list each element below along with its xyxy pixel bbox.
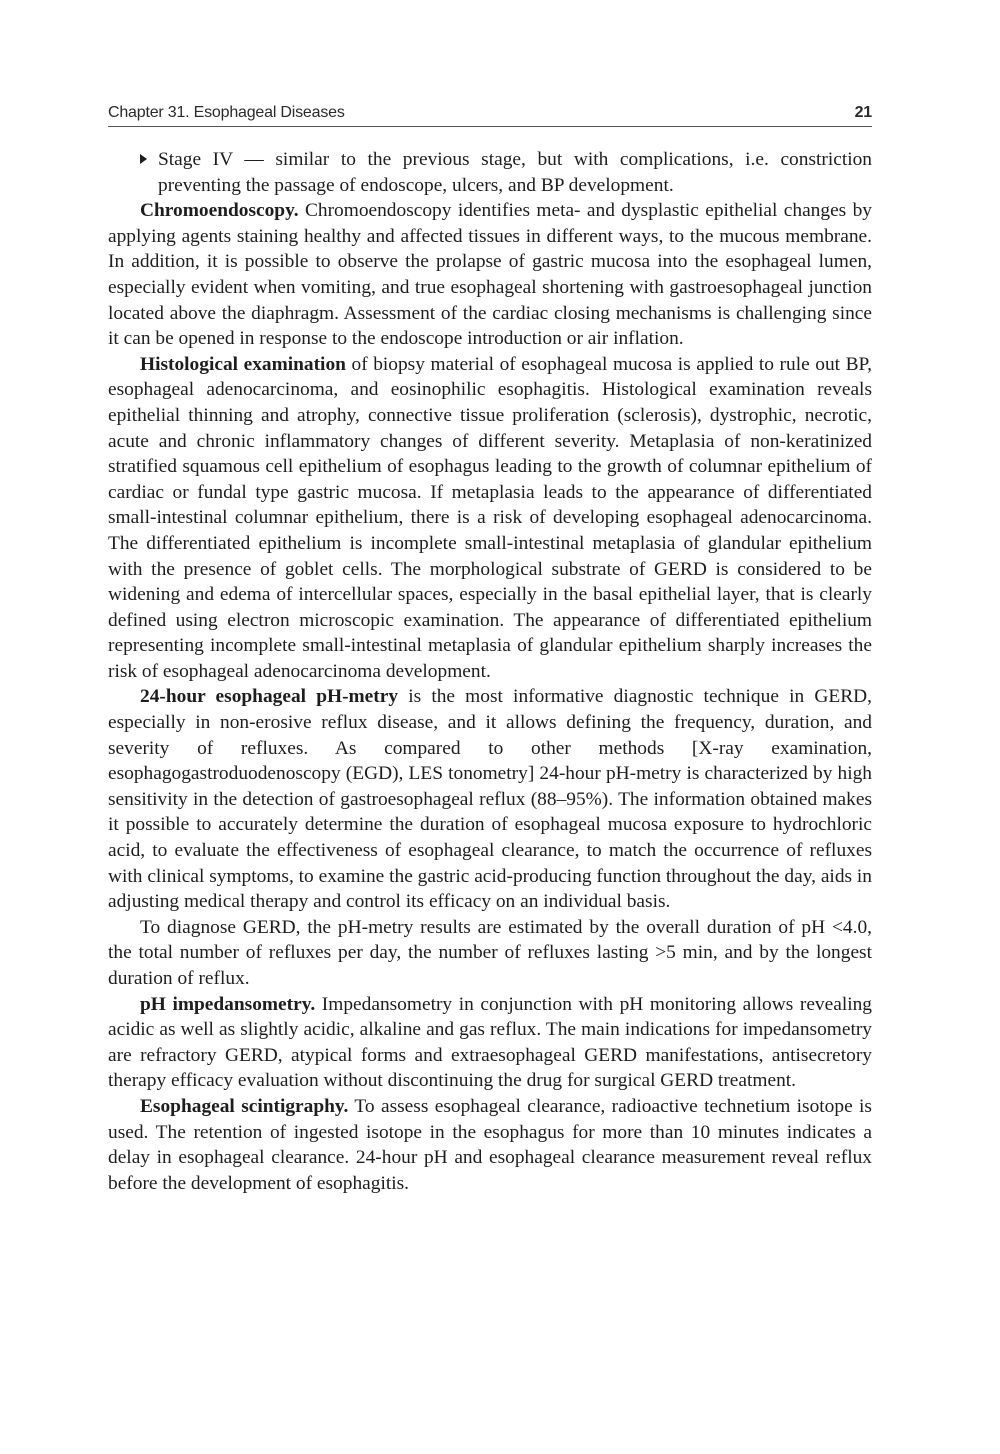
document-page	[108, 104, 872, 1196]
paragraph-lead: 24-hour esophageal pH-metry	[140, 686, 399, 708]
chapter-title: Chapter 31. Esophageal Diseases	[108, 104, 345, 121]
paragraph-text: To diagnose GERD, the pH-metry results are estimated by the overall duration of pH <4.0, the total number of refluxes per day, the number of refluxes lasting >5 min, and by the longest duration of reflux.	[108, 916, 872, 989]
running-header	[108, 104, 872, 127]
paragraph-text: Chromoendoscopy identifies meta- and dysplastic epithelial changes by applying agents staining healthy and affected tissues in different ways, to the mucous membrane. In addition, it is possible to observe the prolapse of gastric mucosa into the esophageal lumen, especially evident when vomiting, and true esophageal shortening with gastroesophageal junction located above the diaphragm. Assessment of the cardiac closing mechanisms is challenging since it can be opened in response to the endoscope introduction or air inflation.	[108, 200, 872, 350]
paragraph-text: Impedansometry in conjunction with pH monitoring allows revealing acidic as well as slightly acidic, alkaline and gas reflux. The main indications for impedansometry are refractory GERD, atypical forms and extraesophageal GERD manifestations, antisecretory therapy efficacy evaluation without discontinuing the drug for surgical GERD treatment.	[108, 993, 872, 1092]
paragraph-text: is the most informative diagnostic technique in GERD, especially in non-erosive reflux disease, and it allows defining the frequency, duration, and severity of refluxes. As compared to other methods [X-ray examination, esophagogastroduodenoscopy (EGD), LES tonometry] 24-hour pH-metry is characterized by high sensitivity in the detection of gastroesophageal reflux (88–95%). The information obtained makes it possible to accurately determine the duration of esophageal mucosa exposure to hydrochloric acid, to evaluate the effectiveness of esophageal clearance, to match the occurrence of refluxes with clinical symptoms, to examine the gastric acid-producing function throughout the day, aids in adjusting medical therapy and control its efficacy on an individual basis.	[108, 686, 872, 913]
paragraph-text: of biopsy material of esophageal mucosa is applied to rule out BP, esophageal adenocarcinoma, and eosinophilic esophagitis. Histological examination reveals epithelial thinning and atrophy, connective tissue proliferation (sclerosis), dystrophic, necrotic, acute and chronic inflammatory changes of different severity. Metaplasia of non-keratinized stratified squamous cell epithelium of esophagus leading to the growth of columnar epithelium of cardiac or fundal type gastric mucosa. If metaplasia leads to the appearance of differentiated small-intestinal columnar epithelium, there is a risk of developing esophageal adenocarcinoma. The differentiated epithelium is incomplete small-intestinal metaplasia of glandular epithelium with the presence of goblet cells. The morphological substrate of GERD is considered to be widening and edema of intercellular spaces, especially in the basal epithelial layer, that is clearly defined using electron microscopic examination. The appearance of differentiated epithelium representing incomplete small-intestinal metaplasia of glandular epithelium sharply increases the risk of esophageal adenocarcinoma development.	[108, 353, 873, 682]
paragraph-chromoendoscopy	[108, 198, 872, 352]
paragraph-histological-examination	[108, 352, 872, 685]
paragraph-diagnose-gerd	[108, 915, 872, 992]
paragraph-lead: Histological examination	[140, 353, 346, 375]
paragraph-esophageal-scintigraphy	[108, 1094, 872, 1196]
bullet-item-stage-iv	[108, 147, 872, 198]
paragraph-ph-metry	[108, 684, 872, 914]
triangle-bullet-icon	[140, 154, 147, 164]
paragraph-lead: Esophageal scintigraphy.	[140, 1095, 349, 1117]
paragraph-text: To assess esophageal clearance, radioactive technetium isotope is used. The retention of ingested isotope in the esophagus for more than 10 minutes indicates a delay in esophageal clearance. 24-hour pH and esophageal clearance measurement reveal reflux before the development of esophagitis.	[108, 1095, 872, 1194]
paragraph-lead: Chromoendoscopy.	[140, 200, 299, 222]
page-number: 21	[854, 104, 872, 121]
paragraph-ph-impedansometry	[108, 992, 872, 1094]
body-text	[108, 147, 872, 1196]
paragraph-lead: pH impedansometry.	[140, 993, 316, 1015]
bullet-text: Stage IV — similar to the previous stage, but with complications, i.e. constriction preventing the passage of endoscope, ulcers, and BP development.	[158, 149, 872, 196]
